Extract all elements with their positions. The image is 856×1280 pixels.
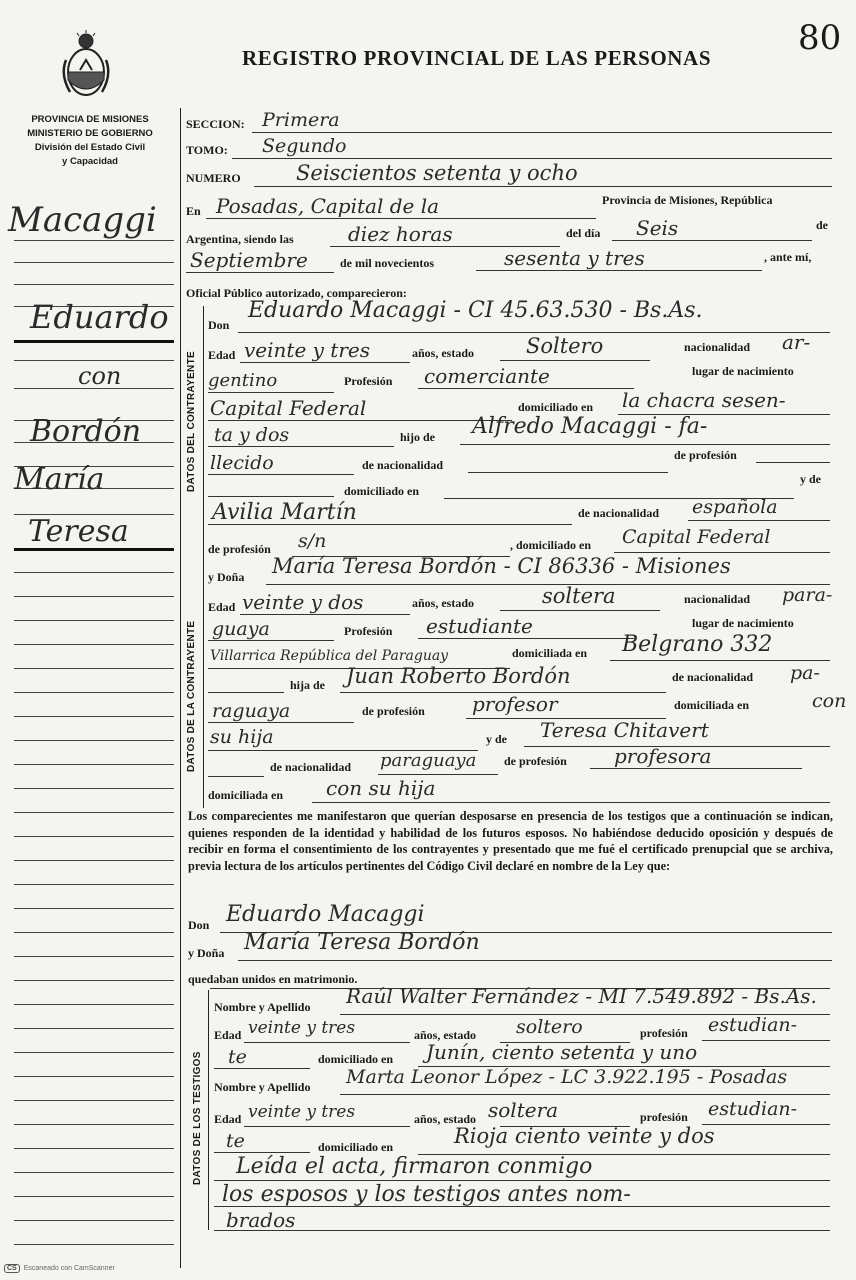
novia-anios-label: años, estado bbox=[412, 596, 475, 610]
novio-domicilio-value-cont: ta y dos bbox=[214, 424, 290, 446]
novia-estado-line bbox=[500, 610, 660, 611]
numero-value: Seiscientos setenta y ocho bbox=[296, 161, 578, 185]
novia-madre-nac-pre-line bbox=[208, 776, 264, 777]
t2-nombre-line bbox=[340, 1094, 830, 1095]
novio-madre-line bbox=[208, 524, 572, 525]
en-value: Posadas, Capital de la bbox=[216, 194, 440, 218]
novia-padre-dom-label: domiciliada en bbox=[674, 698, 750, 712]
novia-madre-nac-label: de nacionalidad bbox=[270, 760, 352, 774]
novia-padre-prof-label: de profesión bbox=[362, 704, 425, 718]
novio-madre-value: Avilia Martín bbox=[212, 500, 357, 525]
t1-edad-label: Edad bbox=[214, 1028, 242, 1042]
novia-padre-dom-value-cont: su hija bbox=[210, 726, 274, 748]
novio-padre-prof-cont-line bbox=[208, 496, 334, 497]
novia-lugar-label: lugar de nacimiento bbox=[692, 616, 794, 630]
novia-nacionalidad-value: para- bbox=[782, 584, 833, 606]
novio-madre-prof-value: s/n bbox=[298, 530, 327, 552]
novia-padre-prof-value: profesor bbox=[472, 692, 558, 716]
page-number: 80 bbox=[798, 18, 842, 58]
closing-line-3-rule bbox=[214, 1230, 830, 1231]
decl-don-label: Don bbox=[188, 918, 210, 932]
t1-prof-line bbox=[702, 1040, 830, 1041]
t2-estado-value: soltera bbox=[488, 1098, 559, 1122]
agency-line-ministry: MINISTERIO DE GOBIERNO bbox=[27, 128, 153, 139]
novia-lugar-value: Villarrica República del Paraguay bbox=[210, 648, 449, 664]
t2-edad-label: Edad bbox=[214, 1112, 242, 1126]
t2-prof-value: estudian- bbox=[708, 1098, 798, 1120]
margin-note-firstname: Eduardo bbox=[30, 298, 169, 336]
novia-padre-dom-value: con bbox=[812, 690, 847, 712]
tomo-label: TOMO: bbox=[186, 143, 228, 157]
t2-prof-cont-line bbox=[214, 1152, 310, 1153]
novio-hijo-label: hijo de bbox=[400, 430, 436, 444]
novia-madre-dom-value: con su hija bbox=[326, 776, 436, 800]
novia-madre-prof-line bbox=[590, 768, 802, 769]
agency-line-division: División del Estado Civil bbox=[34, 142, 146, 153]
novia-hija-label: hija de bbox=[290, 678, 326, 692]
novia-domicilio-line bbox=[610, 660, 830, 661]
t1-edad-line bbox=[244, 1042, 410, 1043]
anio-value: sesenta y tres bbox=[504, 246, 645, 270]
novio-y-de-label: y de bbox=[800, 472, 821, 486]
dia-line bbox=[612, 240, 812, 241]
novio-padre-nac-line bbox=[208, 474, 354, 475]
novia-y-de-label: y de bbox=[486, 732, 507, 746]
agency-line-province: PROVINCIA DE MISIONES bbox=[31, 114, 149, 125]
don-line bbox=[238, 332, 830, 333]
novio-nacionalidad-label: nacionalidad bbox=[684, 340, 751, 354]
t2-nombre-label: Nombre y Apellido bbox=[214, 1080, 311, 1094]
decl-unidos: quedaban unidos en matrimonio. bbox=[188, 972, 358, 986]
novia-madre-nac-value: paraguaya bbox=[380, 750, 477, 771]
dia-value: Seis bbox=[636, 216, 679, 240]
oficial-label: Oficial Público autorizado, comparecieron: bbox=[186, 286, 407, 300]
decl-dona-value: María Teresa Bordón bbox=[244, 930, 480, 955]
t2-edad-value: veinte y tres bbox=[248, 1102, 356, 1122]
novio-nac-cont-line bbox=[208, 392, 334, 393]
t2-prof-value-cont: te bbox=[226, 1130, 245, 1152]
novio-madre-nac-value: española bbox=[692, 496, 778, 518]
novia-madre-value: Teresa Chitavert bbox=[540, 718, 709, 742]
novia-domicilio-value: Belgrano 332 bbox=[622, 632, 773, 657]
novio-profesion-label: Profesión bbox=[344, 374, 393, 388]
contrayente-box-border bbox=[203, 306, 204, 808]
provincia-text: Provincia de Misiones, República bbox=[602, 193, 773, 207]
novio-dom-cont-line bbox=[208, 446, 394, 447]
del-dia-label: del día bbox=[566, 226, 601, 240]
t1-prof-label: profesión bbox=[640, 1026, 688, 1040]
scanner-text: Escaneado con CamScanner bbox=[23, 1265, 115, 1272]
seccion-value: Primera bbox=[262, 109, 340, 131]
novio-anios-label: años, estado bbox=[412, 346, 475, 360]
novio-padre-nac-label: de nacionalidad bbox=[362, 458, 444, 472]
argentina-label: Argentina, siendo las bbox=[186, 232, 294, 246]
section-label-contrayente-f: DATOS DE LA CONTRAYENTE bbox=[186, 620, 197, 772]
novio-madre-nac-line bbox=[688, 520, 830, 521]
novia-padre-nac-label: de nacionalidad bbox=[672, 670, 754, 684]
numero-line bbox=[254, 186, 832, 187]
novio-madre-prof-label: de profesión bbox=[208, 542, 271, 556]
novio-edad-value: veinte y tres bbox=[244, 338, 370, 362]
t2-prof-label: profesión bbox=[640, 1110, 688, 1124]
novio-domicilio-label: domiciliado en bbox=[518, 400, 594, 414]
margin-note-teresa: Teresa bbox=[28, 514, 129, 549]
en-label: En bbox=[186, 204, 201, 218]
ante-label: , ante mí, bbox=[764, 250, 812, 264]
novio-nacionalidad-value: ar- bbox=[782, 330, 811, 354]
novia-estado-value: soltera bbox=[542, 584, 616, 608]
seccion-label: SECCION: bbox=[186, 117, 245, 131]
closing-line-2: los esposos y los testigos antes nom- bbox=[222, 1182, 631, 1207]
novio-padre-prof-line bbox=[756, 462, 830, 463]
novia-profesion-value: estudiante bbox=[426, 614, 533, 638]
t2-nombre-value: Marta Leonor López - LC 3.922.195 - Posadas bbox=[346, 1066, 788, 1088]
novia-nacionalidad-value-cont: guaya bbox=[212, 618, 270, 640]
t2-dom-label: domiciliado en bbox=[318, 1140, 394, 1154]
coat-of-arms-emblem bbox=[60, 30, 112, 102]
novio-padre-prof-label: de profesión bbox=[674, 448, 737, 462]
main-left-border bbox=[180, 108, 181, 1268]
agency-line-capacity: y Capacidad bbox=[62, 156, 118, 167]
decl-dona-label: y Doña bbox=[188, 946, 225, 960]
novia-madre-prof-label: de profesión bbox=[504, 754, 567, 768]
novia-madre-nac-line bbox=[378, 774, 498, 775]
seccion-line bbox=[252, 132, 832, 133]
mil-label: de mil novecientos bbox=[340, 256, 434, 270]
novia-hija-pre-line bbox=[208, 692, 284, 693]
novio-domicilio-value: la chacra sesen- bbox=[622, 388, 786, 412]
novio-edad-label: Edad bbox=[208, 348, 236, 362]
numero-label: NUMERO bbox=[186, 171, 241, 185]
t2-dom-value: Rioja ciento veinte y dos bbox=[454, 1124, 715, 1148]
novio-padre-line bbox=[460, 444, 830, 445]
t2-edad-line bbox=[244, 1126, 410, 1127]
novia-edad-label: Edad bbox=[208, 600, 236, 614]
en-line bbox=[206, 218, 596, 219]
scanner-watermark bbox=[4, 1264, 115, 1273]
margin-note-maria: María bbox=[14, 462, 105, 497]
novia-padre-value: Juan Roberto Bordón bbox=[346, 664, 571, 688]
novio-nombre-value: Eduardo Macaggi - CI 45.63.530 - Bs.As. bbox=[248, 298, 703, 323]
novia-madre-dom-label: domiciliada en bbox=[208, 788, 284, 802]
t1-nombre-label: Nombre y Apellido bbox=[214, 1000, 311, 1014]
agency-block bbox=[10, 113, 170, 169]
tomo-line bbox=[232, 158, 832, 159]
t1-prof-value: estudian- bbox=[708, 1014, 798, 1036]
novio-profesion-line bbox=[418, 388, 634, 389]
novia-madre-prof-value: profesora bbox=[614, 744, 712, 768]
t1-estado-value: soltero bbox=[516, 1016, 583, 1038]
novia-padre-nac-value: pa- bbox=[790, 662, 820, 684]
t1-nombre-value: Raúl Walter Fernández - MI 7.549.892 - Bs.As. bbox=[346, 984, 817, 1008]
scanner-badge-icon: CS bbox=[4, 1264, 20, 1273]
t1-edad-value: veinte y tres bbox=[248, 1018, 356, 1038]
document-title: REGISTRO PROVINCIAL DE LAS PERSONAS bbox=[242, 46, 712, 70]
novio-estado-value: Soltero bbox=[526, 334, 604, 358]
t2-anios-label: años, estado bbox=[414, 1112, 477, 1126]
novia-profesion-label: Profesión bbox=[344, 624, 393, 638]
novio-lugar-line bbox=[208, 420, 512, 421]
mes-line bbox=[186, 272, 334, 273]
novia-nac-cont-line bbox=[208, 640, 334, 641]
novio-profesion-value: comerciante bbox=[424, 364, 550, 388]
hora-value: diez horas bbox=[348, 222, 453, 246]
t2-prof-line bbox=[702, 1124, 830, 1125]
testigos-box-border bbox=[208, 990, 209, 1230]
novia-madre-dom-line bbox=[312, 802, 830, 803]
decl-don-value: Eduardo Macaggi bbox=[226, 902, 425, 927]
margin-note-con: con bbox=[78, 362, 122, 390]
anio-line bbox=[476, 270, 762, 271]
t1-dom-label: domiciliado en bbox=[318, 1052, 394, 1066]
novia-profesion-line bbox=[418, 638, 634, 639]
t1-anios-label: años, estado bbox=[414, 1028, 477, 1042]
decl-dona-line bbox=[238, 960, 832, 961]
novio-nacionalidad-value-cont: gentino bbox=[208, 370, 278, 391]
novio-padre-value: Alfredo Macaggi - fa- bbox=[472, 414, 708, 439]
dona-label: y Doña bbox=[208, 570, 245, 584]
closing-line-1: Leída el acta, firmaron conmigo bbox=[236, 1154, 593, 1179]
margin-note-bordon: Bordón bbox=[30, 414, 142, 449]
novia-padre-nac-cont-line bbox=[208, 722, 354, 723]
novio-madre-dom-value: Capital Federal bbox=[622, 526, 771, 548]
novia-domicilio-label: domiciliada en bbox=[512, 646, 588, 660]
novio-estado-line bbox=[500, 360, 650, 361]
margin-note-surname: Macaggi bbox=[8, 200, 157, 240]
don-label: Don bbox=[208, 318, 230, 332]
de-label: de bbox=[816, 218, 828, 232]
closing-line-2-rule bbox=[214, 1206, 830, 1207]
novio-madre-dom-label: , domiciliado en bbox=[510, 538, 592, 552]
novio-lugar-label: lugar de nacimiento bbox=[692, 364, 794, 378]
mes-value: Septiembre bbox=[190, 248, 308, 272]
t1-dom-value: Junín, ciento setenta y uno bbox=[426, 1040, 698, 1064]
novio-madre-dom-line bbox=[614, 552, 830, 553]
novio-padre-dom-label: domiciliado en bbox=[344, 484, 420, 498]
novia-nombre-value: María Teresa Bordón - CI 86336 - Misiones bbox=[272, 554, 731, 578]
novio-padre-value-cont: llecido bbox=[210, 452, 274, 474]
novio-padre-nac-value-line bbox=[468, 472, 668, 473]
novia-nacionalidad-label: nacionalidad bbox=[684, 592, 751, 606]
novia-padre-nac-value-cont: raguaya bbox=[212, 700, 291, 722]
novia-edad-line bbox=[240, 614, 410, 615]
t1-prof-cont-line bbox=[214, 1068, 310, 1069]
novio-lugar-value: Capital Federal bbox=[210, 396, 367, 420]
closing-line-3: brados bbox=[226, 1208, 296, 1232]
novio-edad-line bbox=[240, 362, 410, 363]
declaration-paragraph: Los comparecientes me manifestaron que querían desposarse en presencia de los testigos que a continuación se indican, quienes responden de la identidad y habilidad de los futuros esposos. No habiéndose deducido oposición y después de recibir en forma el consentimiento de los contrayentes y presentado que me fué el certificado prenupcial que se archiva, previa lectura de los artículos pertinentes del Código Civil declaré en nombre de la Ley que: bbox=[188, 809, 833, 873]
closing-line-1-rule bbox=[214, 1180, 830, 1181]
section-label-contrayente: DATOS DEL CONTRAYENTE bbox=[186, 351, 197, 492]
novio-madre-nac-label: de nacionalidad bbox=[578, 506, 660, 520]
t1-prof-value-cont: te bbox=[228, 1046, 247, 1068]
tomo-value: Segundo bbox=[262, 135, 347, 157]
section-label-testigos: DATOS DE LOS TESTIGOS bbox=[192, 1051, 203, 1185]
novia-edad-value: veinte y dos bbox=[242, 590, 364, 614]
